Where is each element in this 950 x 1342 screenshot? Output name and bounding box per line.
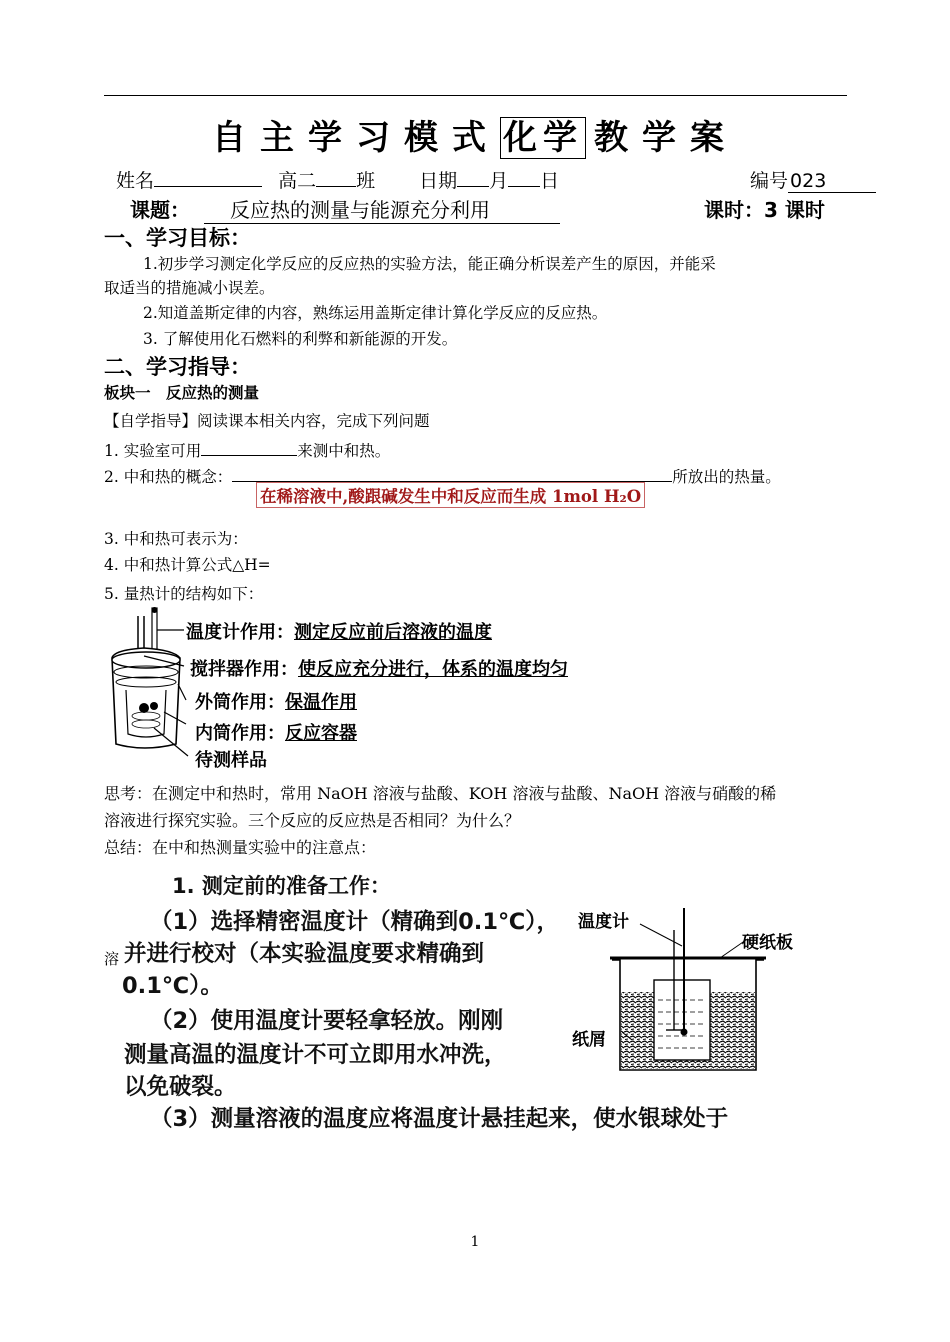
name-label: 姓名: [116, 170, 155, 192]
q1-suffix: 来测中和热。: [297, 442, 391, 460]
class-label: 班: [356, 170, 376, 192]
outer-vessel-role-value: 保温作用: [285, 692, 357, 713]
topic-value: 反应热的测量与能源充分利用: [204, 194, 560, 224]
block-title: 板块一 反应热的测量: [104, 384, 260, 402]
fig-cardboard-label: 硬纸板: [742, 933, 793, 953]
question-3: 3. 中和热可表示为：: [104, 530, 248, 548]
goal1-line2: 取适当的措施减小误差。: [104, 279, 275, 297]
question-1: [104, 437, 390, 461]
q1-blank[interactable]: [201, 437, 297, 456]
fig-thermometer-label: 温度计: [578, 912, 629, 932]
page-title: [0, 110, 950, 159]
note3-line1: （3）测量溶液的温度应将温度计悬挂起来，使水银球处于: [150, 1106, 729, 1132]
page-number: 1: [470, 1234, 480, 1250]
stirrer-role-value: 使反应充分进行，体系的温度均匀: [298, 659, 568, 680]
stirrer-role: [190, 655, 568, 681]
q2-answer-annotation: 在稀溶液中,酸跟碱发生中和反应而生成 1mol H₂O: [256, 482, 645, 508]
question-5: 5. 量热计的结构如下：: [104, 585, 264, 603]
number-value: 023: [788, 170, 876, 193]
thinking-line1: 思考：在测定中和热时，常用 NaOH 溶液与盐酸、KOH 溶液与盐酸、NaOH 溶液与硝酸的稀: [104, 784, 777, 803]
note1-line2: 并进行校对（本实验温度要求精确到: [124, 941, 485, 967]
thermometer-role-label: 温度计作用：: [186, 622, 294, 643]
summary-line: 总结：在中和热测量实验中的注意点：: [104, 838, 377, 857]
class-hours: 课时：3 课时: [704, 198, 825, 222]
sample-label: 待测样品: [195, 750, 267, 771]
grade-label: 高二: [278, 170, 317, 192]
inner-vessel-role-label: 内筒作用：: [195, 723, 285, 744]
thermometer-role-value: 测定反应前后溶液的温度: [294, 622, 492, 643]
month-label: 月: [489, 170, 509, 192]
top-rule: [104, 95, 847, 96]
month-blank[interactable]: [457, 168, 489, 187]
section2-heading: 二、学习指导：: [104, 355, 251, 379]
outer-vessel-role: [195, 688, 357, 714]
beaker-diagram: [600, 900, 780, 1080]
stirrer-role-label: 搅拌器作用：: [190, 659, 298, 680]
q2-suffix: 所放出的热量。: [672, 468, 781, 486]
number-label: 编号: [750, 170, 789, 192]
inner-vessel-role: [195, 719, 357, 745]
day-label: 日: [540, 170, 560, 192]
question-4: 4. 中和热计算公式△H=: [104, 556, 271, 574]
section1-heading: 一、学习目标：: [104, 226, 251, 250]
goal3: 3. 了解使用化石燃料的利弊和新能源的开发。: [143, 330, 458, 348]
class-blank[interactable]: [316, 168, 356, 187]
notes-heading: 1. 测定前的准备工作：: [172, 874, 391, 898]
q2-blank[interactable]: [232, 463, 672, 482]
inner-vessel-role-value: 反应容器: [285, 723, 357, 744]
fig-paper-label: 纸屑: [572, 1030, 606, 1050]
title-part2: 教学案: [594, 118, 738, 158]
day-blank[interactable]: [508, 168, 540, 187]
q2-prefix: 2. 中和热的概念：: [104, 468, 233, 486]
side-char: 溶: [104, 950, 120, 968]
name-blank[interactable]: [154, 168, 262, 187]
thermometer-role: [186, 618, 492, 644]
topic-label: 课题：: [130, 198, 190, 222]
student-info-row: [116, 166, 559, 193]
goal1-line1: 1.初步学习测定化学反应的反应热的实验方法，能正确分析误差产生的原因，并能采: [143, 255, 716, 273]
note2-line2: 测量高温的温度计不可立即用水冲洗，: [124, 1042, 507, 1068]
title-subject-box: 化学: [500, 117, 586, 159]
goal2: 2.知道盖斯定律的内容，熟练运用盖斯定律计算化学反应的反应热。: [143, 304, 608, 322]
title-part1: 自主学习模式: [212, 118, 500, 158]
date-label: 日期: [419, 170, 458, 192]
q1-prefix: 1. 实验室可用: [104, 442, 202, 460]
self-study-guide: 【自学指导】阅读课本相关内容，完成下列问题: [104, 412, 430, 430]
number-field: [750, 166, 876, 193]
note2-line3: 以免破裂。: [124, 1074, 237, 1100]
note2-line1: （2）使用温度计要轻拿轻放。刚刚: [150, 1008, 504, 1034]
note1-line3: 0.1℃）。: [122, 973, 223, 999]
thinking-line2: 溶液进行探究实验。三个反应的反应热是否相同？为什么？: [104, 811, 521, 830]
outer-vessel-role-label: 外筒作用：: [195, 692, 285, 713]
note1-line1: （1）选择精密温度计（精确到0.1℃），: [150, 909, 560, 935]
